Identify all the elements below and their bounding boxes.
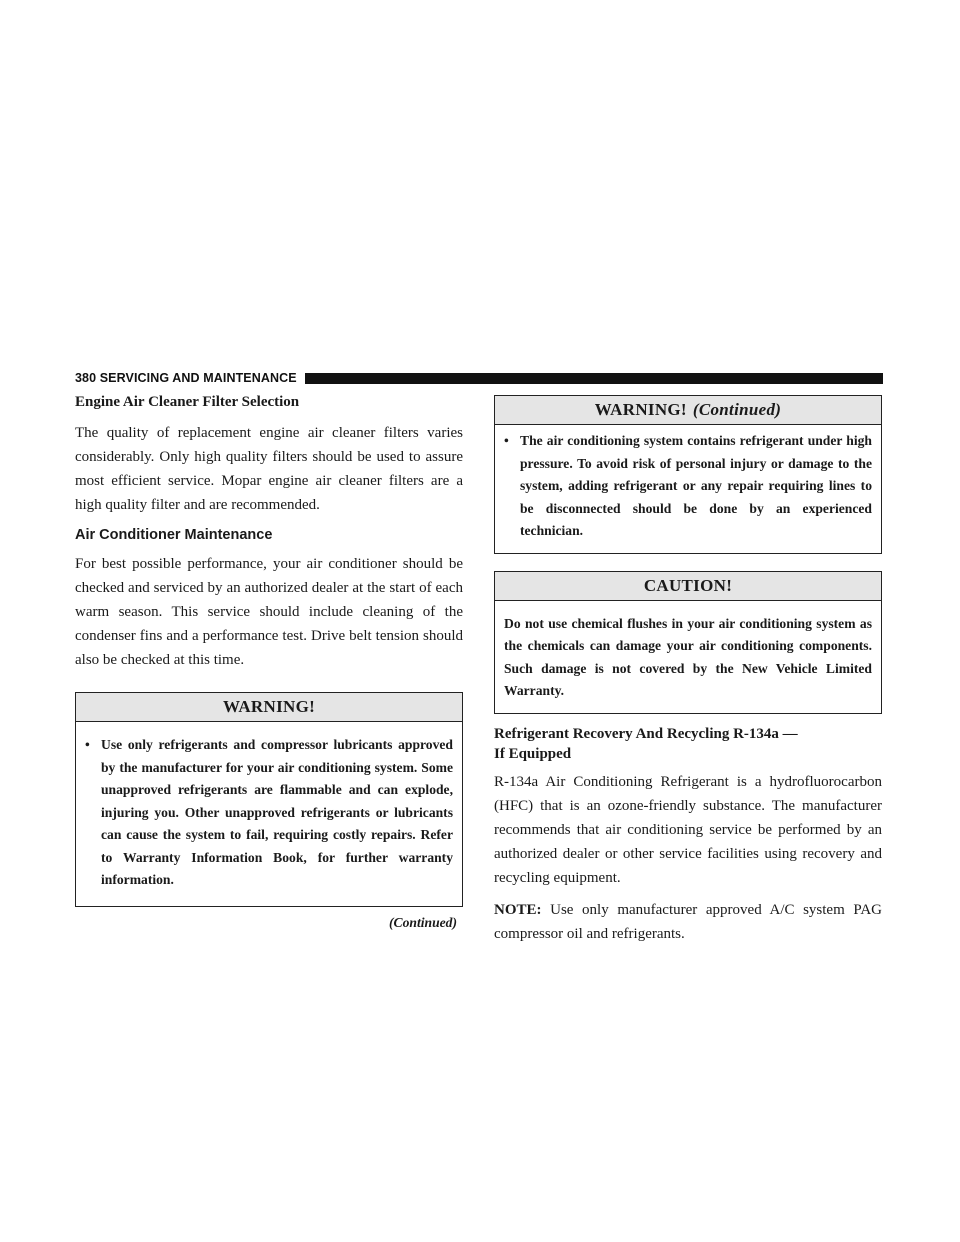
warning-continued-suffix: (Continued) — [692, 400, 782, 419]
caution-body — [495, 601, 881, 713]
ac-maintenance-heading: Air Conditioner Maintenance — [75, 527, 273, 543]
caution-text: Do not use chemical flushes in your air conditioning system as the chemicals can damage your air conditioning components. Such damage is not covered by the New Vehicle Limited Warranty. — [504, 615, 872, 698]
warning-continued-body — [495, 425, 881, 553]
warning-continued-title — [495, 396, 881, 425]
page-header — [75, 371, 883, 385]
note-paragraph — [494, 898, 882, 946]
filter-paragraph: The quality of replacement engine air cleaner filters varies considerably. Only high quality filters should be used to assure most efficient service. Mopar engine air cleaner filters are a high quality filter and are recommended. — [75, 425, 463, 513]
caution-box — [494, 571, 882, 714]
bullet-mark: • — [85, 737, 90, 752]
bullet-mark: • — [504, 433, 509, 448]
warning-body — [76, 722, 462, 906]
note-text: Use only manufacturer approved A/C system PAG compressor oil and refrigerants. — [494, 901, 882, 942]
warning-title — [76, 693, 462, 722]
caution-title-text: CAUTION! — [643, 575, 733, 595]
warning-bullet-item — [85, 734, 453, 892]
warning-continued-box — [494, 395, 882, 554]
warning-continued-bullet-item — [504, 430, 872, 543]
header-rule — [305, 373, 883, 384]
page-number-section-title: 380 SERVICING AND MAINTENANCE — [75, 371, 297, 385]
note-label: NOTE: — [494, 901, 542, 918]
warning-continued-bullet-text: The air conditioning system contains refrigerant under high pressure. To avoid risk of personal injury or damage to the system, adding refrigerant or any repair requiring lines to be disconnected should be done by an experienced technician. — [520, 433, 872, 538]
warning-bullet-text: Use only refrigerants and compressor lubricants approved by the manufacturer for your air conditioning system. Some unapproved refrigerants are flammable and can explode, injuring you. Other unapproved refrigerants or lubricants can cause the system to fail, requiring costly repairs. Refer to Warranty Information Book, for further warranty information. — [101, 737, 453, 887]
caution-title — [495, 572, 881, 601]
right-column — [494, 395, 882, 954]
warning-box — [75, 692, 463, 907]
filter-heading: Engine Air Cleaner Filter Selection — [75, 394, 300, 410]
left-column — [75, 392, 463, 931]
ac-maintenance-paragraph: For best possible performance, your air conditioner should be checked and serviced by an authorized dealer at the start of each warm season. This service should include cleaning of the condenser fins and a performance test. Drive belt tension should also be checked at this time. — [75, 556, 463, 668]
warning-continued-title-text: WARNING! — [594, 400, 687, 419]
recovery-heading-line-2: If Equipped — [494, 745, 572, 762]
continued-label: (Continued) — [389, 914, 457, 930]
recovery-paragraph: R-134a Air Conditioning Refrigerant is a hydrofluorocarbon (HFC) that is an ozone-friendly substance. The manufacturer recommends that air conditioning service be performed by an authorized dealer or other service facilities using recovery and recycling equipment. — [494, 773, 882, 886]
recovery-heading — [494, 724, 882, 764]
warning-title-text: WARNING! — [222, 697, 316, 716]
recovery-heading-line-1: Refrigerant Recovery And Recycling R-134a — — [494, 725, 798, 742]
